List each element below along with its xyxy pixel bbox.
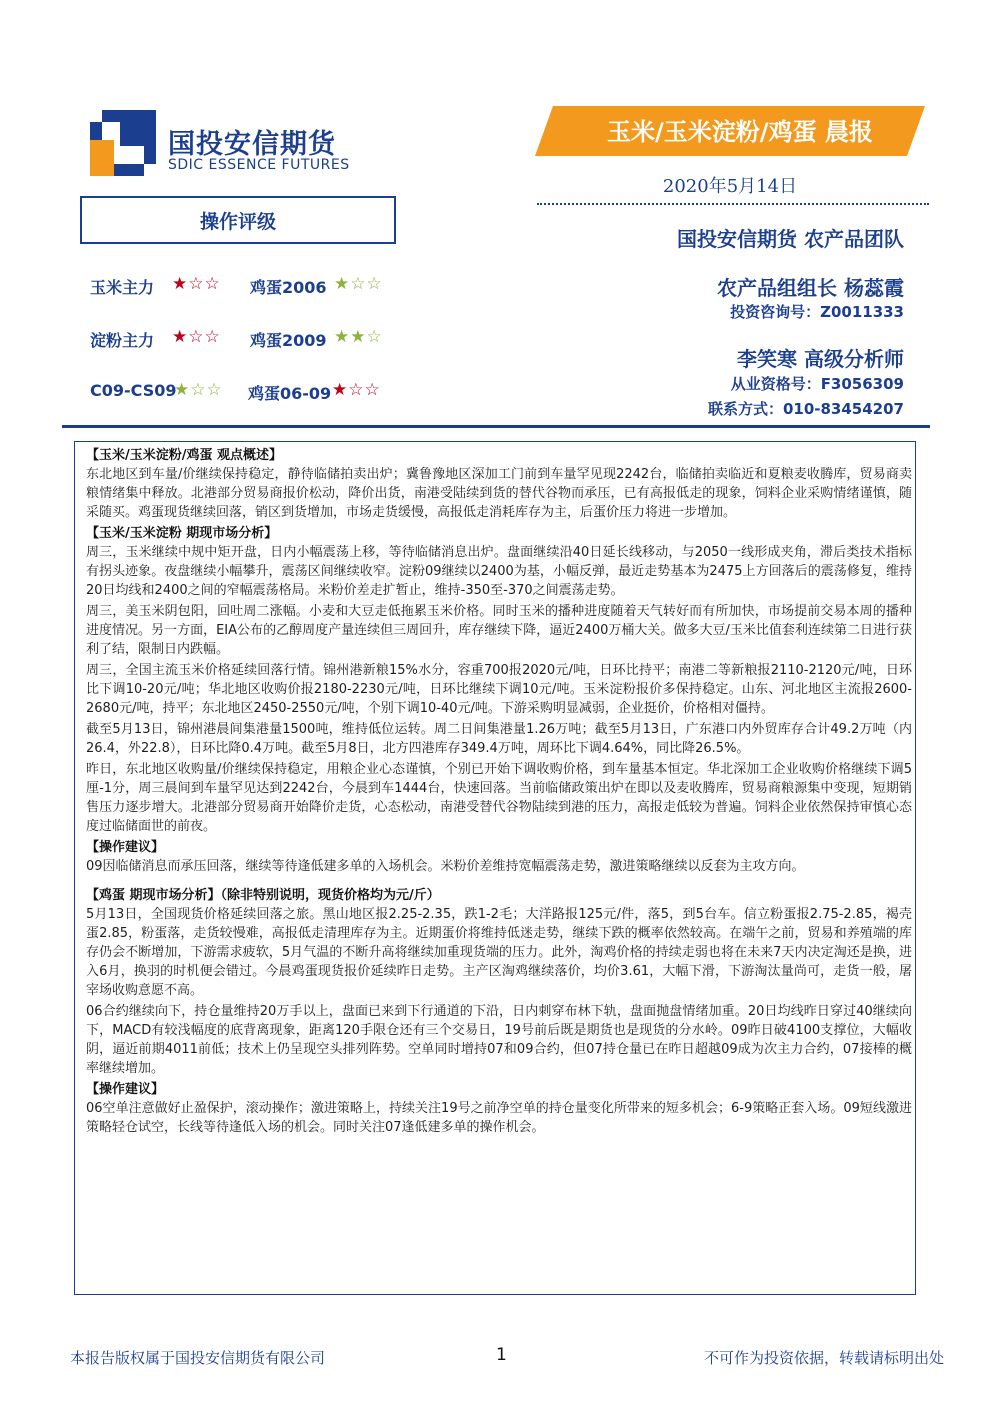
header-rule <box>62 425 930 428</box>
analyst2-name: 李笑寒 高级分析师 <box>737 347 904 371</box>
page-number: 1 <box>496 1345 507 1365</box>
rating-stars-starch: ★☆☆ <box>172 327 221 347</box>
section-title: 【鸡蛋 期现市场分析】（除非特别说明，现货价格均为元/斤） <box>86 888 440 903</box>
contact-info: 联系方式：010-83454207 <box>707 400 904 418</box>
rating-label-egg2006: 鸡蛋2006 <box>250 278 327 297</box>
footer-disclaimer: 不可作为投资依据，转载请标明出处 <box>703 1349 944 1367</box>
rating-title-box <box>80 196 396 244</box>
paragraph: 06空单注意做好止盈保护，滚动操作；激进策略上，持续关注19号之前净空单的持仓量变化所带来的短多机会；6-9策略正套入场。09短线激进策略轻仓试空，长线等待逢低入场的机会。同时关注07逢低建多单的操作机会。 <box>86 1101 912 1135</box>
report-title: 玉米/玉米淀粉/鸡蛋 晨报 <box>607 118 873 146</box>
analyst2-id: 从业资格号：F3056309 <box>730 375 904 393</box>
paragraph: 截至5月13日，锦州港晨间集港量1500吨，维持低位运转。周二日间集港量1.26万吨；截至5月13日，广东港口内外贸库存合计49.2万吨（内26.4，外22.8），日环比降0.4万吨。截至5月8日，北方四港库存349.4万吨，周环比下调4.64%，同比降26.5%。 <box>86 722 912 756</box>
paragraph: 5月13日，全国现货价格延续回落之旅。黑山地区报2.25-2.35，跌1-2毛；大洋路报125元/件，落5，到5台车。信立粉蛋报2.75-2.85，褐壳蛋2.85，粉蛋落，走货较慢难，高报低走清理库存为主。近期蛋价将维持低迷走势，继续下跌的概率依然较高。在端午之前，贸易和养殖端的库存仍会不断增加，下游需求疲软，5月气温的不断升高将继续加重现货端的压力。此外，淘鸡价格的持续走弱也将在未来7天内决定淘还是换，进入6月，换羽的时机便会错过。今晨鸡蛋现货报价延续昨日走势。主产区淘鸡继续落价，均价3.61，大幅下滑，下游淘汰量尚可，走货一般，屠宰场收购意愿不高。 <box>86 907 912 998</box>
section-title: 【玉米/玉米淀粉/鸡蛋 观点概述】 <box>86 448 283 463</box>
report-content <box>86 446 912 1139</box>
analyst1-id: 投资咨询号：Z0011333 <box>730 303 904 321</box>
paragraph: 09因临储消息而承压回落，继续等待逢低建多单的入场机会。米粉价差维持宽幅震荡走势，激进策略继续以反套为主攻方向。 <box>86 859 805 874</box>
section-overview <box>86 446 912 522</box>
section-title: 【操作建议】 <box>86 1082 165 1097</box>
paragraph: 周三，全国主流玉米价格延续回落行情。锦州港新粮15%水分，容重700报2020元/吨，日环比持平；南港二等新粮报2110-2120元/吨，日环比下调10-20元/吨；华北地区收购价报2180-2230元/吨，日环比继续下调10元/吨。玉米淀粉报价多保持稳定。山东、河北地区主流报2600-2680元/吨，持平；东北地区2450-2550元/吨，个别下调10-40元/吨。下游采购明显减弱，企业挺价，价格相对僵持。 <box>86 663 912 716</box>
section-egg-advice <box>86 1080 912 1137</box>
rating-stars-egg0609: ★☆☆ <box>332 380 381 400</box>
dotted-divider <box>537 203 929 205</box>
brand-name-en: SDIC ESSENCE FUTURES <box>168 157 350 173</box>
analyst1-name: 农产品组组长 杨蕊霞 <box>717 276 904 300</box>
company-logo-icon <box>90 110 156 176</box>
paragraph: 周三，美玉米阴包阳，回吐周二涨幅。小麦和大豆走低拖累玉米价格。同时玉米的播种进度随着天气转好而有所加快，市场提前交易本周的播种进度情况。另一方面，EIA公布的乙醇周度产量连续但三周回升，库存继续下降，逼近2400万桶大关。做多大豆/玉米比值套利连续第二日进行获利了结，限制日内跌幅。 <box>86 604 912 657</box>
section-title: 【玉米/玉米淀粉 期现市场分析】 <box>86 526 278 541</box>
paragraph: 昨日，东北地区收购量/价继续保持稳定，用粮企业心态谨慎，个别已开始下调收购价格，到车量基本恒定。华北深加工企业收购价格继续下调5厘-1分，周三晨间到车量罕见达到2242台，今晨到车1444台，快速回落。当前临储政策出炉在即以及麦收腾库，贸易商粮源集中变现，短期销售压力逐步增大。北港部分贸易商开始降价走货，心态松动，南港受替代谷物陆续到港的压力，高报走低较为普遍。饲料企业依然保持审慎心态度过临储面世的前夜。 <box>86 762 912 834</box>
rating-label-c09cs09: C09-CS09 <box>90 381 177 400</box>
section-corn-analysis <box>86 524 912 836</box>
section-corn-advice <box>86 838 912 876</box>
rating-label-egg0609: 鸡蛋06-09 <box>248 384 332 403</box>
paragraph: 06合约继续向下，持仓量维持20万手以上，盘面已来到下行通道的下沿，日内刺穿布林下轨，盘面抛盘情绪加重。20日均线昨日穿过40继续向下，MACD有较浅幅度的底背离现象，距离120手限仓还有三个交易日，19号前后既是期货也是现货的分水岭。09昨日破4100支撑位，大幅收阴，逼近前期4011前低；技术上仍呈现空头排列阵势。空单同时增持07和09合约，但07持仓量已在昨日超越09成为次主力合约，07接棒的概率继续增加。 <box>86 1004 912 1076</box>
report-date: 2020年5月14日 <box>662 176 798 197</box>
rating-label-starch: 淀粉主力 <box>90 331 155 350</box>
rating-stars-egg2006: ★☆☆ <box>334 274 383 294</box>
section-title: 【操作建议】 <box>86 840 165 855</box>
paragraph: 东北地区到车量/价继续保持稳定，静待临储拍卖出炉；冀鲁豫地区深加工门前到车量罕见现2242台，临储拍卖临近和夏粮麦收腾库，贸易商卖粮情绪集中释放。北港部分贸易商报价松动，降价出货，南港受陆续到货的替代谷物而承压，已有高报低走的现象，饲料企业采购情绪谨慎，随采随买。鸡蛋现货继续回落，销区到货增加，市场走货缓慢，高报低走消耗库存为主，后蛋价压力将进一步增加。 <box>86 467 912 520</box>
brand-name-cn: 国投安信期货 <box>168 129 336 160</box>
section-egg-analysis <box>86 886 912 1078</box>
team-name: 国投安信期货 农产品团队 <box>677 227 904 251</box>
rating-stars-corn: ★☆☆ <box>172 274 221 294</box>
rating-stars-egg2009: ★★☆ <box>334 327 383 347</box>
rating-stars-c09cs09: ★☆☆ <box>174 380 223 400</box>
rating-title: 操作评级 <box>199 210 276 233</box>
rating-label-egg2009: 鸡蛋2009 <box>250 331 327 350</box>
footer-copyright: 本报告版权属于国投安信期货有限公司 <box>70 1349 326 1367</box>
rating-label-corn: 玉米主力 <box>90 278 155 297</box>
paragraph: 周三，玉米继续中规中矩开盘，日内小幅震荡上移，等待临储消息出炉。盘面继续沿40日延长线移动，与2050一线形成夹角，滞后类技术指标有拐头迹象。夜盘继续小幅攀升，震荡区间继续收窄。淀粉09继续以2400为基，小幅反弹，最近走势基本为2475上方回落后的震荡修复，维持20日均线和2400之间的窄幅震荡格局。米粉价差走扩暂止，维持-350至-370之间震荡走势。 <box>86 545 912 598</box>
